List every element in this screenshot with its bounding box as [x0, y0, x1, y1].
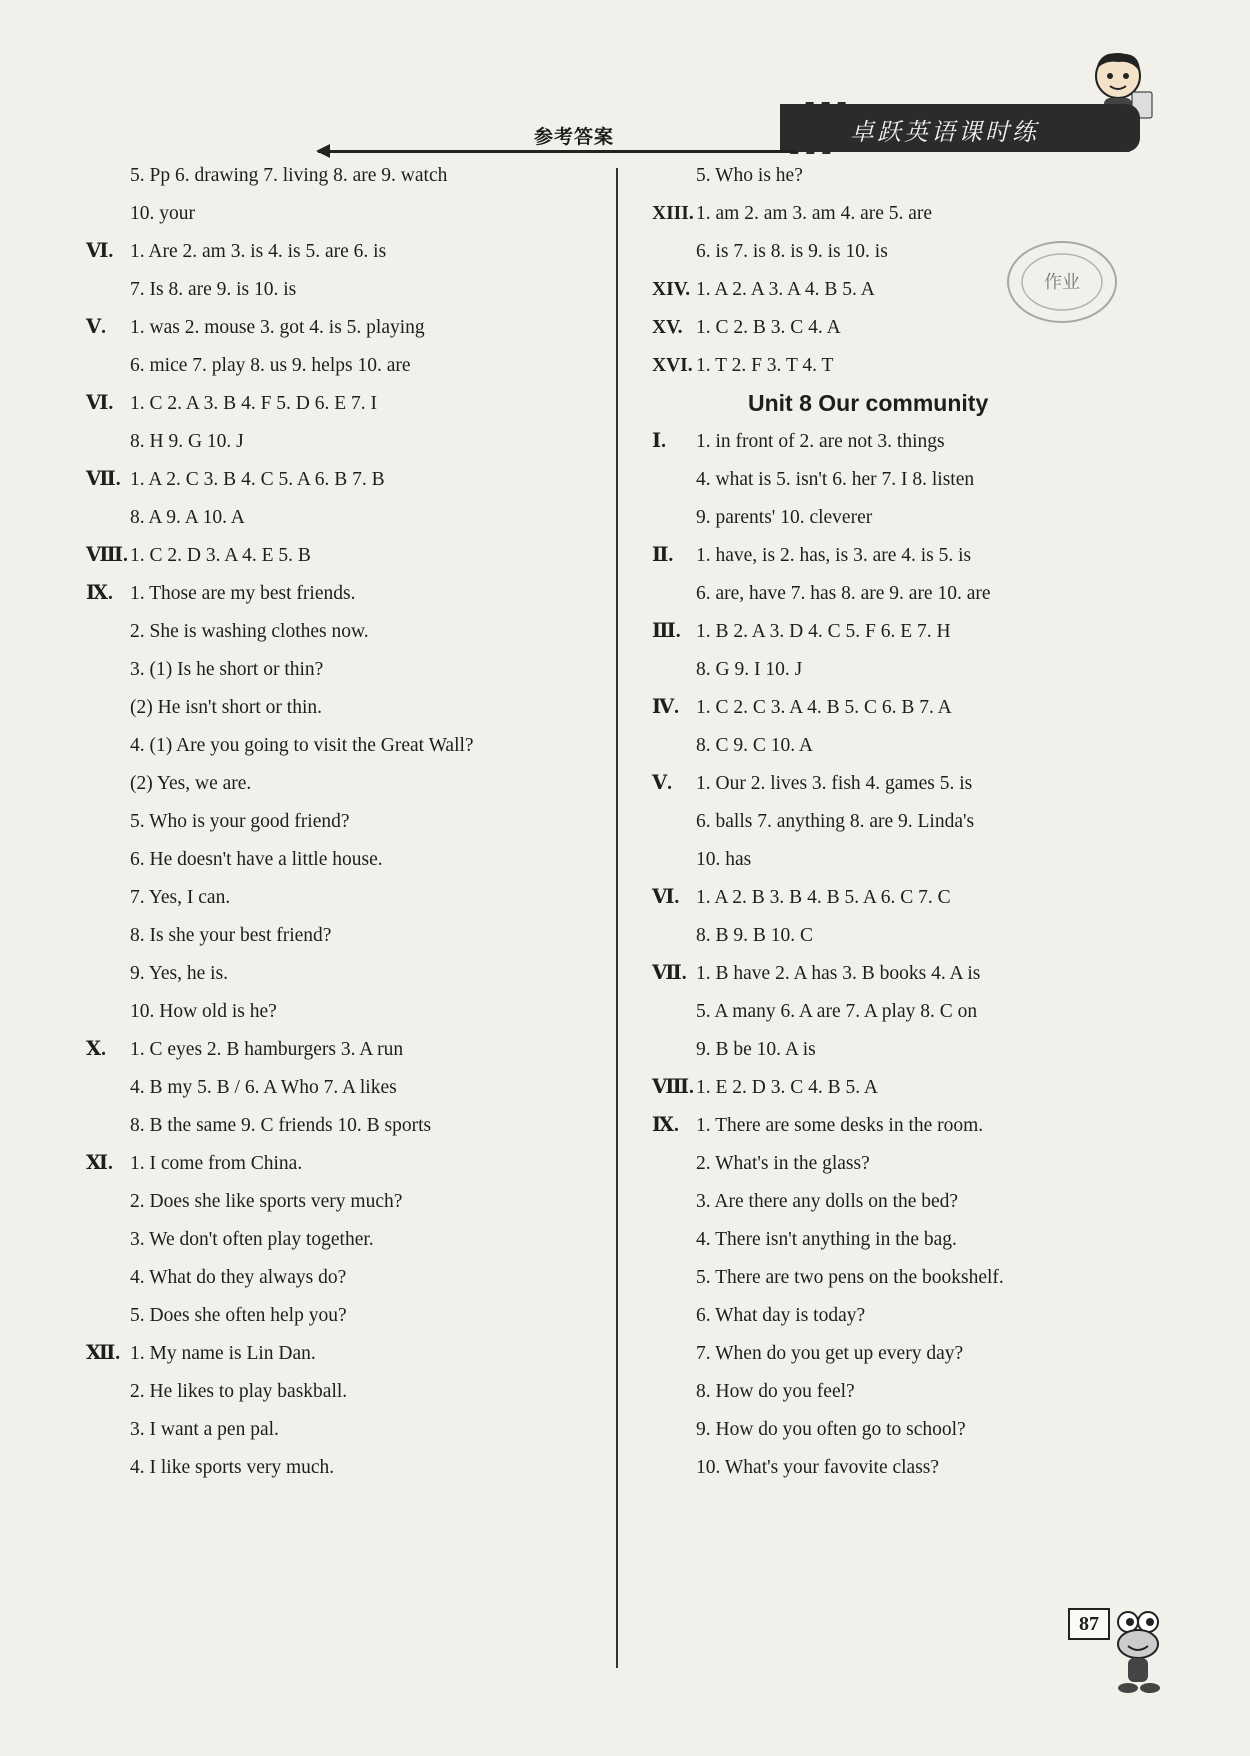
- answer-line: [652, 886, 951, 910]
- arrow-left-icon: [316, 144, 330, 158]
- answer-line: [130, 620, 369, 644]
- section-numeral: Ⅳ.: [652, 697, 680, 718]
- answer-line: [130, 962, 228, 986]
- answer-text: 6. is 7. is 8. is 9. is 10. is: [696, 241, 888, 262]
- answer-text: 3. (1) Is he short or thin?: [130, 659, 324, 680]
- answer-line: [130, 772, 251, 796]
- answer-text: 1. E 2. D 3. C 4. B 5. A: [696, 1077, 879, 1098]
- answer-line: [696, 810, 974, 834]
- section-numeral: XVI.: [652, 355, 693, 376]
- answer-text: 3. We don't often play together.: [130, 1229, 374, 1250]
- answer-line: [696, 1342, 963, 1366]
- stripes-decoration: [770, 102, 860, 154]
- answer-text: 1. Our 2. lives 3. fish 4. games 5. is: [696, 773, 973, 794]
- answer-line: [652, 278, 875, 302]
- answer-text: 5. Pp 6. drawing 7. living 8. are 9. watch: [130, 165, 448, 186]
- answer-text: 8. How do you feel?: [696, 1381, 855, 1402]
- homework-stamp-icon: [1002, 236, 1122, 328]
- answer-text: 10. What's your favovite class?: [696, 1457, 940, 1478]
- answer-line: [130, 1266, 346, 1290]
- answer-line: [130, 924, 331, 948]
- answer-line: [696, 848, 751, 872]
- answer-text: 10. your: [130, 203, 195, 224]
- answer-line: [86, 240, 386, 264]
- answer-line: [652, 962, 980, 986]
- answer-text: 6. mice 7. play 8. us 9. helps 10. are: [130, 355, 411, 376]
- answer-text: 8. Is she your best friend?: [130, 925, 332, 946]
- answer-line: [696, 1266, 1004, 1290]
- answer-text: 9. Yes, he is.: [130, 963, 229, 984]
- answer-line: [696, 1418, 966, 1442]
- answer-text: 5. Does she often help you?: [130, 1305, 347, 1326]
- answer-text: 10. has: [696, 849, 752, 870]
- answer-text: 3. I want a pen pal.: [130, 1419, 279, 1440]
- answer-text: 1. Those are my best friends.: [130, 583, 356, 604]
- answer-text: 1. B 2. A 3. D 4. C 5. F 6. E 7. H: [696, 621, 951, 642]
- answer-text: 1. B have 2. A has 3. B books 4. A is: [696, 963, 981, 984]
- answer-text: 1. C 2. B 3. C 4. A: [696, 317, 841, 338]
- section-numeral: Ⅲ.: [652, 621, 681, 642]
- section-numeral: Ⅰ.: [652, 431, 666, 452]
- answer-text: 1. C 2. D 3. A 4. E 5. B: [130, 545, 311, 566]
- answer-text: 4. (1) Are you going to visit the Great Wall?: [130, 735, 474, 756]
- answer-line: [130, 354, 411, 378]
- answer-text: 1. am 2. am 3. am 4. are 5. are: [696, 203, 933, 224]
- answer-line: [130, 1000, 277, 1024]
- answer-line: [130, 1304, 347, 1328]
- answer-text: 8. H 9. G 10. J: [130, 431, 244, 452]
- answer-line: [130, 658, 323, 682]
- answer-line: [696, 1228, 957, 1252]
- answer-text: 1. in front of 2. are not 3. things: [696, 431, 945, 452]
- answer-line: [652, 620, 951, 644]
- answer-line: [696, 734, 813, 758]
- answer-line: [696, 658, 802, 682]
- answer-line: [130, 164, 447, 188]
- section-label: 参考答案: [530, 122, 618, 149]
- answer-text: 1. A 2. B 3. B 4. B 5. A 6. C 7. C: [696, 887, 951, 908]
- section-numeral: Ⅸ.: [652, 1115, 679, 1136]
- answer-text: 1. C 2. C 3. A 4. B 5. C 6. B 7. A: [696, 697, 952, 718]
- answer-line: [696, 240, 888, 264]
- answer-line: [652, 772, 972, 796]
- column-divider: [616, 168, 618, 1668]
- answer-text: 4. what is 5. isn't 6. her 7. I 8. listen: [696, 469, 975, 490]
- series-title: 卓跃英语课时练: [850, 118, 1039, 146]
- answer-line: [130, 886, 230, 910]
- section-numeral: Ⅷ.: [652, 1077, 694, 1098]
- answer-line: [696, 582, 991, 606]
- section-numeral: Ⅹ.: [86, 1039, 107, 1060]
- answer-line: [130, 1190, 402, 1214]
- answer-text: 6. are, have 7. has 8. are 9. are 10. are: [696, 583, 991, 604]
- answer-line: [652, 354, 833, 378]
- answer-text: 8. B the same 9. C friends 10. B sports: [130, 1115, 432, 1136]
- section-numeral: Ⅸ.: [86, 583, 113, 604]
- answer-text: 8. G 9. I 10. J: [696, 659, 803, 680]
- answer-line: [696, 468, 974, 492]
- section-numeral: Ⅷ.: [86, 545, 128, 566]
- answer-text: 8. B 9. B 10. C: [696, 925, 814, 946]
- page-number: 87: [1068, 1608, 1110, 1640]
- section-numeral: Ⅴ.: [86, 317, 107, 338]
- answer-text: 8. A 9. A 10. A: [130, 507, 245, 528]
- answer-line: [130, 430, 244, 454]
- section-numeral: Ⅱ.: [652, 545, 674, 566]
- answer-text: 1. Are 2. am 3. is 4. is 5. are 6. is: [130, 241, 387, 262]
- section-numeral: Ⅵ.: [86, 241, 114, 262]
- section-numeral: Ⅶ.: [652, 963, 687, 984]
- answer-line: [86, 1152, 302, 1176]
- answer-text: 7. Yes, I can.: [130, 887, 231, 908]
- answer-line: [696, 1000, 977, 1024]
- answer-line: [130, 1228, 374, 1252]
- answer-text: 7. Is 8. are 9. is 10. is: [130, 279, 297, 300]
- answer-text: 4. What do they always do?: [130, 1267, 347, 1288]
- answer-text: 5. Who is your good friend?: [130, 811, 350, 832]
- answer-text: 6. balls 7. anything 8. are 9. Linda's: [696, 811, 975, 832]
- answer-line: [86, 316, 425, 340]
- section-numeral: Ⅻ.: [86, 1343, 121, 1364]
- section-numeral: Ⅵ.: [86, 393, 114, 414]
- answer-line: [130, 810, 350, 834]
- answer-text: 9. parents' 10. cleverer: [696, 507, 873, 528]
- answer-line: [696, 1038, 816, 1062]
- answer-text: 1. was 2. mouse 3. got 4. is 5. playing: [130, 317, 425, 338]
- answer-text: 6. He doesn't have a little house.: [130, 849, 383, 870]
- answer-line: [130, 1076, 397, 1100]
- answer-text: 2. What's in the glass?: [696, 1153, 870, 1174]
- header-rule: [318, 150, 798, 153]
- answer-line: [652, 696, 952, 720]
- answer-line: [696, 506, 872, 530]
- answer-line: [86, 544, 311, 568]
- answer-line: [130, 202, 195, 226]
- answer-line: [652, 316, 841, 340]
- answer-line: [130, 696, 322, 720]
- section-numeral: Ⅺ.: [86, 1153, 113, 1174]
- answer-text: 4. I like sports very much.: [130, 1457, 335, 1478]
- answer-text: 4. There isn't anything in the bag.: [696, 1229, 957, 1250]
- answer-text: 9. B be 10. A is: [696, 1039, 816, 1060]
- frog-mascot-icon: [1098, 1600, 1168, 1696]
- answer-line: [696, 1380, 855, 1404]
- answer-text: 8. C 9. C 10. A: [696, 735, 814, 756]
- answer-line: [696, 924, 813, 948]
- answer-text: 1. T 2. F 3. T 4. T: [696, 355, 834, 376]
- answer-line: [130, 278, 296, 302]
- answer-line: [696, 1456, 939, 1480]
- unit-title: Unit 8 Our community: [748, 390, 989, 416]
- answer-text: 1. C eyes 2. B hamburgers 3. A run: [130, 1039, 404, 1060]
- answer-line: [130, 848, 383, 872]
- section-numeral: XV.: [652, 317, 683, 338]
- answer-text: 10. How old is he?: [130, 1001, 277, 1022]
- answer-text: 1. have, is 2. has, is 3. are 4. is 5. is: [696, 545, 972, 566]
- answer-line: [652, 1076, 878, 1100]
- answer-text: 9. How do you often go to school?: [696, 1419, 966, 1440]
- answer-text: 1. A 2. A 3. A 4. B 5. A: [696, 279, 875, 300]
- answer-line: [696, 1190, 958, 1214]
- answer-line: [130, 1380, 347, 1404]
- answer-text: 5. A many 6. A are 7. A play 8. C on: [696, 1001, 978, 1022]
- answer-text: 2. She is washing clothes now.: [130, 621, 369, 642]
- answer-text: (2) Yes, we are.: [130, 773, 252, 794]
- answer-line: [130, 506, 245, 530]
- answer-text: 1. C 2. A 3. B 4. F 5. D 6. E 7. I: [130, 393, 378, 414]
- answer-text: 7. When do you get up every day?: [696, 1343, 964, 1364]
- answer-line: [86, 582, 355, 606]
- answer-line: [86, 392, 377, 416]
- answer-text: 6. What day is today?: [696, 1305, 866, 1326]
- section-numeral: Ⅴ.: [652, 773, 673, 794]
- answer-line: [86, 468, 385, 492]
- answer-text: 1. There are some desks in the room.: [696, 1115, 984, 1136]
- answer-line: [130, 1418, 279, 1442]
- answer-text: 1. A 2. C 3. B 4. C 5. A 6. B 7. B: [130, 469, 385, 490]
- answer-text: 4. B my 5. B / 6. A Who 7. A likes: [130, 1077, 397, 1098]
- stamp-text: 作业: [1044, 272, 1080, 293]
- answer-text: 1. My name is Lin Dan.: [130, 1343, 316, 1364]
- answer-line: [86, 1038, 403, 1062]
- answer-line: [652, 544, 971, 568]
- answer-line: [696, 164, 803, 188]
- section-numeral: XIV.: [652, 279, 691, 300]
- answer-line: [130, 734, 474, 758]
- section-numeral: Ⅵ.: [652, 887, 680, 908]
- answer-line: [130, 1114, 431, 1138]
- answer-line: [86, 1342, 316, 1366]
- answer-text: 1. I come from China.: [130, 1153, 303, 1174]
- answer-line: [652, 202, 932, 226]
- answer-text: 5. There are two pens on the bookshelf.: [696, 1267, 1004, 1288]
- answer-text: 5. Who is he?: [696, 165, 803, 186]
- answer-text: 3. Are there any dolls on the bed?: [696, 1191, 959, 1212]
- answer-text: 2. He likes to play baskball.: [130, 1381, 348, 1402]
- answer-text: 2. Does she like sports very much?: [130, 1191, 403, 1212]
- answer-text: (2) He isn't short or thin.: [130, 697, 322, 718]
- answer-line: [652, 1114, 983, 1138]
- page-header: [0, 0, 1250, 160]
- answer-line: [696, 1152, 870, 1176]
- section-numeral: XIII.: [652, 203, 694, 224]
- section-numeral: Ⅶ.: [86, 469, 121, 490]
- answer-line: [130, 1456, 334, 1480]
- answer-line: [696, 1304, 865, 1328]
- answer-line: [652, 430, 945, 454]
